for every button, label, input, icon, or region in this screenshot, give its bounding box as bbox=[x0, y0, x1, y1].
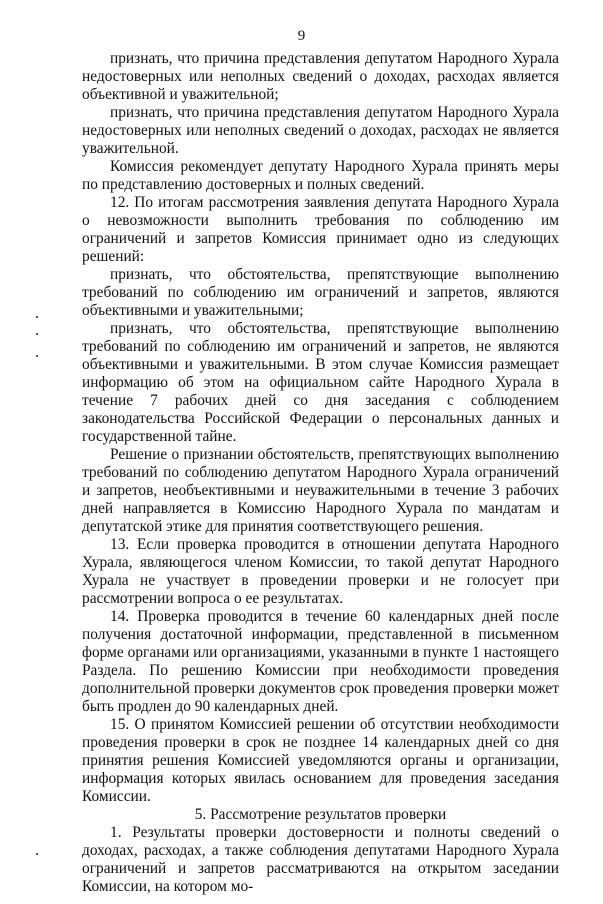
scan-mark bbox=[36, 333, 38, 335]
section-heading: 5. Рассмотрение результатов проверки bbox=[194, 806, 447, 823]
paragraph-recognize-objective: признать, что причина представления депутатом Народного Хурала недостоверных или неполных сведений о доходах, расходах является объективной и уважительной; bbox=[82, 50, 559, 103]
paragraph-item-15: 15. О принятом Комиссией решении об отсутствии необходимости проведения проверки в срок не позднее 14 календарных дней со дня принятия решения Комиссией уведомляются органы и организации, информация которых явилась основанием для проведения заседания Комиссии. bbox=[82, 716, 559, 805]
page-number: 9 bbox=[297, 28, 306, 44]
paragraph-commission-recommends: Комиссия рекомендует депутату Народного Хурала принять меры по представлению достоверных и полных сведений. bbox=[82, 158, 559, 193]
scan-mark bbox=[36, 316, 38, 318]
paragraph-decision-sent: Решение о признании обстоятельств, препятствующих выполнению требований по соблюдению депутатом Народного Хурала ограничений и запретов, необъективными и неуважительными в течение 3 рабочих дней направляется в Комиссию Народного Хурала по мандатам и депутатской этике для принятия соответствующего решения. bbox=[82, 446, 559, 535]
scan-mark bbox=[36, 853, 38, 855]
scan-mark bbox=[36, 355, 38, 357]
document-body bbox=[82, 50, 559, 896]
paragraph-recognize-not-valid: признать, что причина представления депутатом Народного Хурала недостоверных или неполных сведений о доходах, расходах не является уважительной. bbox=[82, 104, 559, 157]
paragraph-circumstances-objective: признать, что обстоятельства, препятствующие выполнению требований по соблюдению им ограничений и запретов, являются объективными и уважительными; bbox=[82, 266, 559, 319]
paragraph-circumstances-not-objective: признать, что обстоятельства, препятствующие выполнению требований по соблюдению им ограничений и запретов, не являются объективными и уважительными. В этом случае Комиссия размещает информацию об этом на официальном сайте Народного Хурала в течение 7 рабочих дней со дня заседания с соблюдением законодательства Российской Федерации о персональных данных и государственной тайне. bbox=[82, 320, 559, 445]
paragraph-section5-item-1: 1. Результаты проверки достоверности и полноты сведений о доходах, расходах, а также соблюдения депутатами Народного Хурала ограничений и запретов рассматриваются на открытом заседании Комиссии, на котором мо- bbox=[82, 824, 559, 895]
paragraph-item-14: 14. Проверка проводится в течение 60 календарных дней после получения достаточной информации, представленной в письменном форме органами или организациями, указанными в пункте 1 настоящего Раздела. По решению Комиссии при необходимости проведения дополнительной проверки документов срок проведения проверки может быть продлен до 90 календарных дней. bbox=[82, 608, 559, 715]
paragraph-item-13: 13. Если проверка проводится в отношении депутата Народного Хурала, являющегося членом Комиссии, то такой депутат Народного Хурала не участвует в проведении проверки и не голосует при рассмотрении вопроса о ее результатах. bbox=[82, 536, 559, 607]
paragraph-item-12: 12. По итогам рассмотрения заявления депутата Народного Хурала о невозможности выполнить требования по соблюдению им ограничений и запретов Комиссия принимает одно из следующих решений: bbox=[82, 194, 559, 265]
